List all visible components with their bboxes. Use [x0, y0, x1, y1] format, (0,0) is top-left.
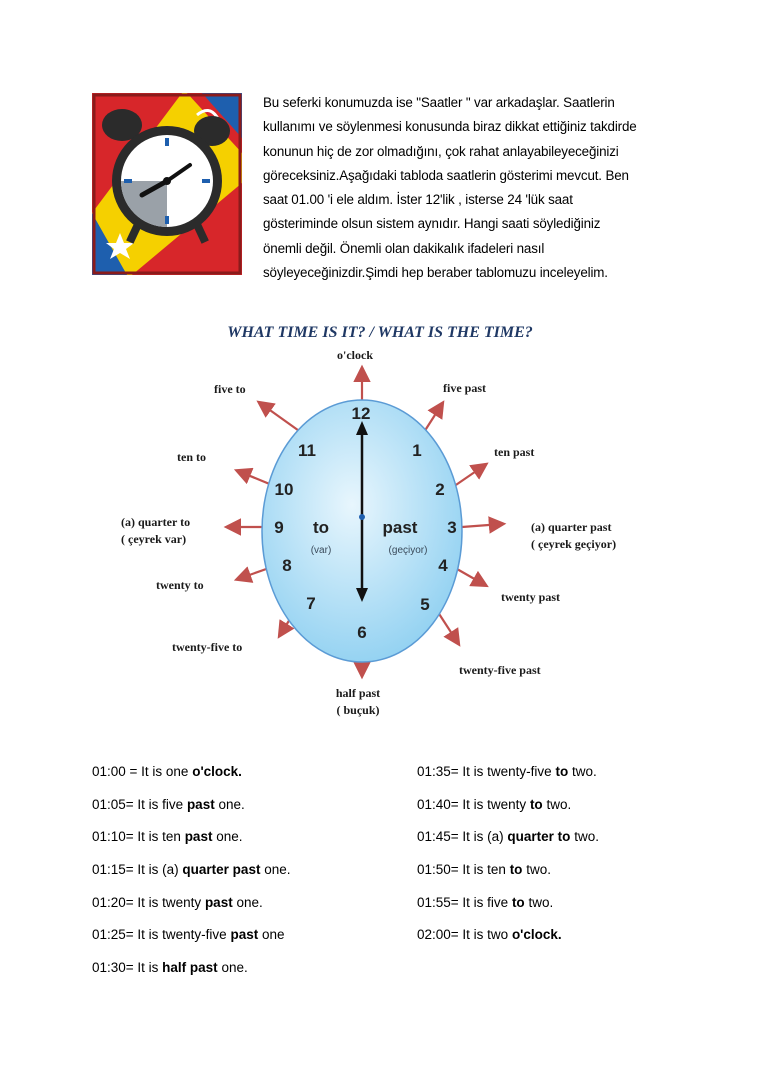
label-quarter-past: (a) quarter past [531, 520, 612, 534]
alarm-clock-clipart [92, 93, 242, 275]
example-row: 01:30= It is half past one. [92, 960, 248, 975]
intro-line: önemli değil. Önemli olan dakikalık ifadeleri nasıl [263, 240, 545, 256]
example-row: 01:20= It is twenty past one. [92, 895, 263, 910]
clock-diagram [110, 313, 650, 723]
diagram-title: WHAT TIME IS IT? / WHAT IS THE TIME? [227, 324, 533, 341]
past-label: past [382, 518, 418, 537]
clock-number: 10 [274, 480, 294, 499]
clock-number: 9 [274, 518, 284, 537]
clock-number: 4 [438, 556, 448, 575]
example-row: 01:35= It is twenty-five to two. [417, 764, 597, 779]
intro-line: kullanımı ve söylenmesi konusunda biraz dikkat ettiğiniz takdirde [263, 119, 637, 135]
clock-number: 1 [412, 441, 422, 460]
example-row: 01:45= It is (a) quarter to two. [417, 829, 599, 844]
clock-number: 3 [447, 518, 457, 537]
past-translation: (geçiyor) [388, 545, 428, 556]
label-twenty-to: twenty to [156, 578, 204, 592]
clock-number: 11 [298, 441, 316, 460]
example-row: 01:00 = It is one o'clock. [92, 764, 242, 779]
label-oclock: o'clock [337, 348, 373, 362]
intro-line: söyleyeceğinizdir.Şimdi hep beraber tablomuzu inceleyelim. [263, 265, 608, 281]
clock-number: 5 [420, 595, 430, 614]
label-ten-past: ten past [494, 445, 535, 459]
example-row: 01:25= It is twenty-five past one [92, 927, 285, 942]
label-quarter-to: (a) quarter to [121, 515, 191, 529]
intro-line: göreceksiniz.Aşağıdaki tabloda saatlerin gösterimi mevcut. Ben [263, 167, 629, 183]
example-row: 01:40= It is twenty to two. [417, 797, 572, 812]
example-row: 01:55= It is five to two. [417, 895, 554, 910]
intro-paragraph [263, 91, 683, 285]
clock-number: 12 [351, 404, 371, 423]
to-translation: (var) [310, 545, 332, 556]
example-row: 01:15= It is (a) quarter past one. [92, 862, 291, 877]
clock-number: 7 [306, 594, 316, 613]
intro-line: Bu seferki konumuzda ise "Saatler " var arkadaşlar. Saatlerin [263, 95, 615, 110]
label-ten-to: ten to [177, 450, 206, 464]
example-row: 02:00= It is two o'clock. [417, 927, 562, 942]
intro-line: saat 01.00 'i ele aldım. İster 12'lik , isterse 24 'lük saat [263, 192, 573, 208]
clock-number: 8 [282, 556, 292, 575]
label-twentyfive-past: twenty-five past [459, 663, 541, 677]
label-half-past-tr: ( buçuk) [336, 703, 380, 717]
label-five-past: five past [443, 381, 486, 395]
example-row: 01:10= It is ten past one. [92, 829, 243, 844]
intro-line: konunun hiç de zor olmadığını, çok rahat anlayabileyeceğinizi [263, 143, 619, 159]
label-twentyfive-to: twenty-five to [172, 640, 243, 654]
to-label: to [312, 518, 330, 537]
clock-number: 6 [357, 623, 367, 642]
label-twenty-past: twenty past [501, 590, 560, 604]
example-row: 01:50= It is ten to two. [417, 862, 551, 877]
label-quarter-past-tr: ( çeyrek geçiyor) [531, 537, 617, 551]
intro-line: gösteriminde olsun sistem aynıdır. Hangi saati söylediğiniz [263, 216, 601, 232]
label-five-to: five to [214, 382, 246, 396]
label-quarter-to-tr: ( çeyrek var) [121, 532, 187, 546]
label-half-past: half past [335, 686, 381, 700]
clock-number: 2 [435, 480, 445, 499]
example-row: 01:05= It is five past one. [92, 797, 245, 812]
